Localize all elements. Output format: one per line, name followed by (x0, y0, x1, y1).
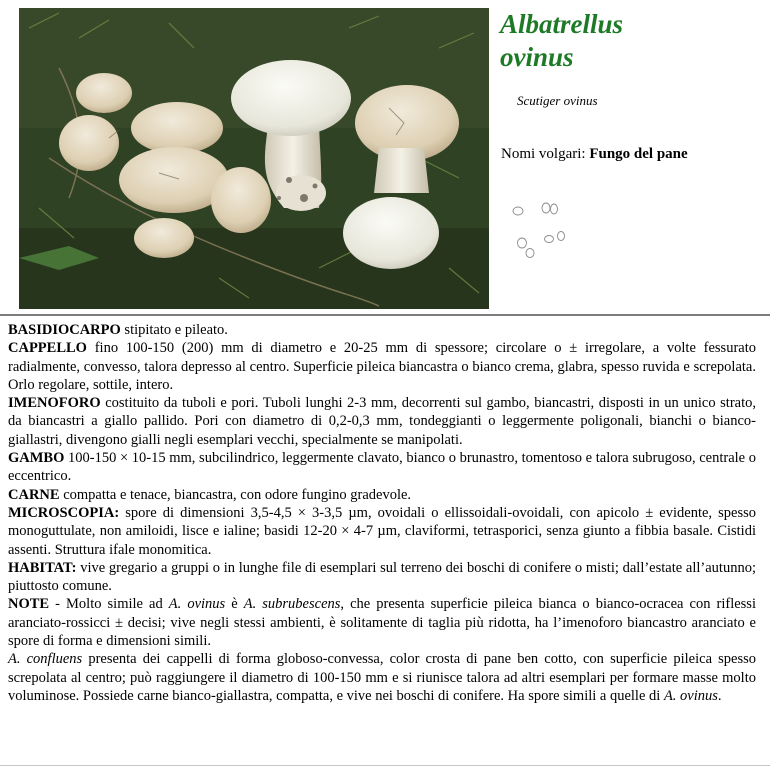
description (8, 321, 756, 705)
section-gambo: GAMBO 100-150 × 10-15 mm, subcilindrico, leggermente clavato, bianco o brunastro, tomentoso e talora subrugoso, centrale o eccentrico. (8, 450, 756, 485)
mushroom-illustration (19, 8, 489, 309)
section-habitat: HABITAT: vive gregario a gruppi o in lunghe file di esemplari sul terreno dei boschi di conifere o misti; dall’estate all’autunno; piuttosto comune. (8, 559, 756, 595)
species-title (500, 8, 760, 74)
genus-name: Albatrellus (500, 9, 624, 39)
section-imenoforo: IMENOFORO costituito da tuboli e pori. Tuboli lunghi 2-3 mm, decorrenti sul gambo, biancastri, disposti in un unico strato, da biancastri a giallo pallido. Pori con diametro di 0,2-0,3 mm, tondeggianti o leggermente poligonali, bianchi o bianco-giallastri, divengono gialli negli esemplari vecchi, specialmente se manipolati. (8, 395, 756, 448)
section-note: NOTE - Molto simile ad A. ovinus è A. subrubescens, che presenta superficie pileica bianca o bianco-ocracea con riflessi aranciato-rossicci ± decisi; vive negli stessi ambienti, è solitamente di taglia più ridotta, ha l’imenoforo biancastro aranciato e spore di forma e dimensioni simili. (8, 596, 756, 650)
common-name: Fungo del pane (589, 146, 688, 162)
common-names-label: Nomi volgari: (501, 146, 586, 162)
section-carne: CARNE compatta e tenace, biancastra, con odore fungino gradevole. (8, 486, 412, 503)
bottom-border (0, 765, 770, 766)
species-name: ovinus (500, 42, 574, 72)
synonym: Scutiger ovinus (517, 93, 598, 108)
section-microscopia: MICROSCOPIA: spore di dimensioni 3,5-4,5 × 3-3,5 µm, ovoidali o ellissoidali-ovoidali, con apicolo ± evidente, spesso monoguttulate, non amiloidi, lisce e ialine; basidi 12-20 × 4-7 µm, claviformi, tetrasporici, senza giunto a fibbia basale. Cistidi assenti. Struttura ifale monomitica. (8, 504, 756, 558)
common-names (501, 146, 688, 163)
section-basidiocarpo: BASIDIOCARPO stipitato e pileato. (8, 322, 228, 338)
section-confluens: A. confluens presenta dei cappelli di forma globoso-convessa, color crosta di pane ben cotto, con superficie pileica spesso screpolata al centro; può raggiungere il diametro di 100-150 mm e si riunisce talora ad altri esemplari per formare masse molto voluminose. Possiede carne bianco-giallastra, compatta, e vive nei boschi di conifere. Ha spore simili a quelle di A. ovinus. (8, 651, 756, 704)
section-cappello: CAPPELLO fino 100-150 (200) mm di diametro e 20-25 mm di spessore; circolare o ± irregolare, a volte fessurato radialmente, convesso, talora depresso al centro. Superficie pileica biancastra o bianco crema, glabra, spesso ruvida e screpolata. Orlo regolare, sottile, intero. (8, 340, 756, 393)
mushroom-photo (19, 8, 489, 309)
spores-drawing (508, 198, 568, 260)
section-divider (0, 314, 770, 316)
